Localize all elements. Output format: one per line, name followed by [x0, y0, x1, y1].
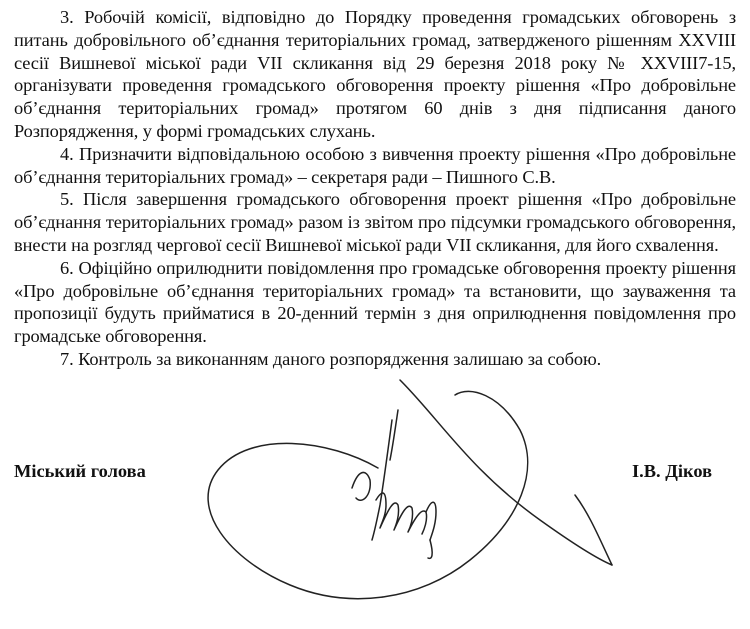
signatory-title: Міський голова — [14, 461, 146, 481]
paragraph-3: 3. Робочій комісії, відповідно до Порядку проведення громадських обговорень з питань добровільного об’єднання територіальних громад, затвердженого рішенням XXVIII сесії Вишневої міської ради VII скликання від 29 березня 2018 року № XXVIII7-15, організувати проведення громадського обговорення проекту рішення «Про добровільне об’єднання територіальних громад» протягом 60 днів з дня підписання даного Розпорядження, у формі громадських слухань. — [14, 7, 736, 141]
paragraph-5: 5. Після завершення громадського обговорення проект рішення «Про добровільне об’єднання територіальних громад» разом із звітом про підсумки громадського обговорення, внести на розгляд чергової сесії Вишневої міської ради VII скликання, для його схвалення. — [14, 189, 736, 255]
document-body — [14, 6, 736, 371]
paragraph-7: 7. Контроль за виконанням даного розпорядження залишаю за собою. — [60, 348, 602, 369]
paragraph-4: 4. Призначити відповідальною особою з вивчення проекту рішення «Про добровільне об’єднання територіальних громад» – секретаря ради – Пишного С.В. — [14, 143, 736, 187]
paragraph-6: 6. Офіційно оприлюднити повідомлення про громадське обговорення проекту рішення «Про добровільне об’єднання територіальних громад» та встановити, що зауваження та пропозиції будуть прийматися в 20-денний термін з дня оприлюднення повідомлення про громадське обговорення. — [14, 257, 736, 347]
signatory-name: І.В. Діков — [632, 461, 713, 481]
